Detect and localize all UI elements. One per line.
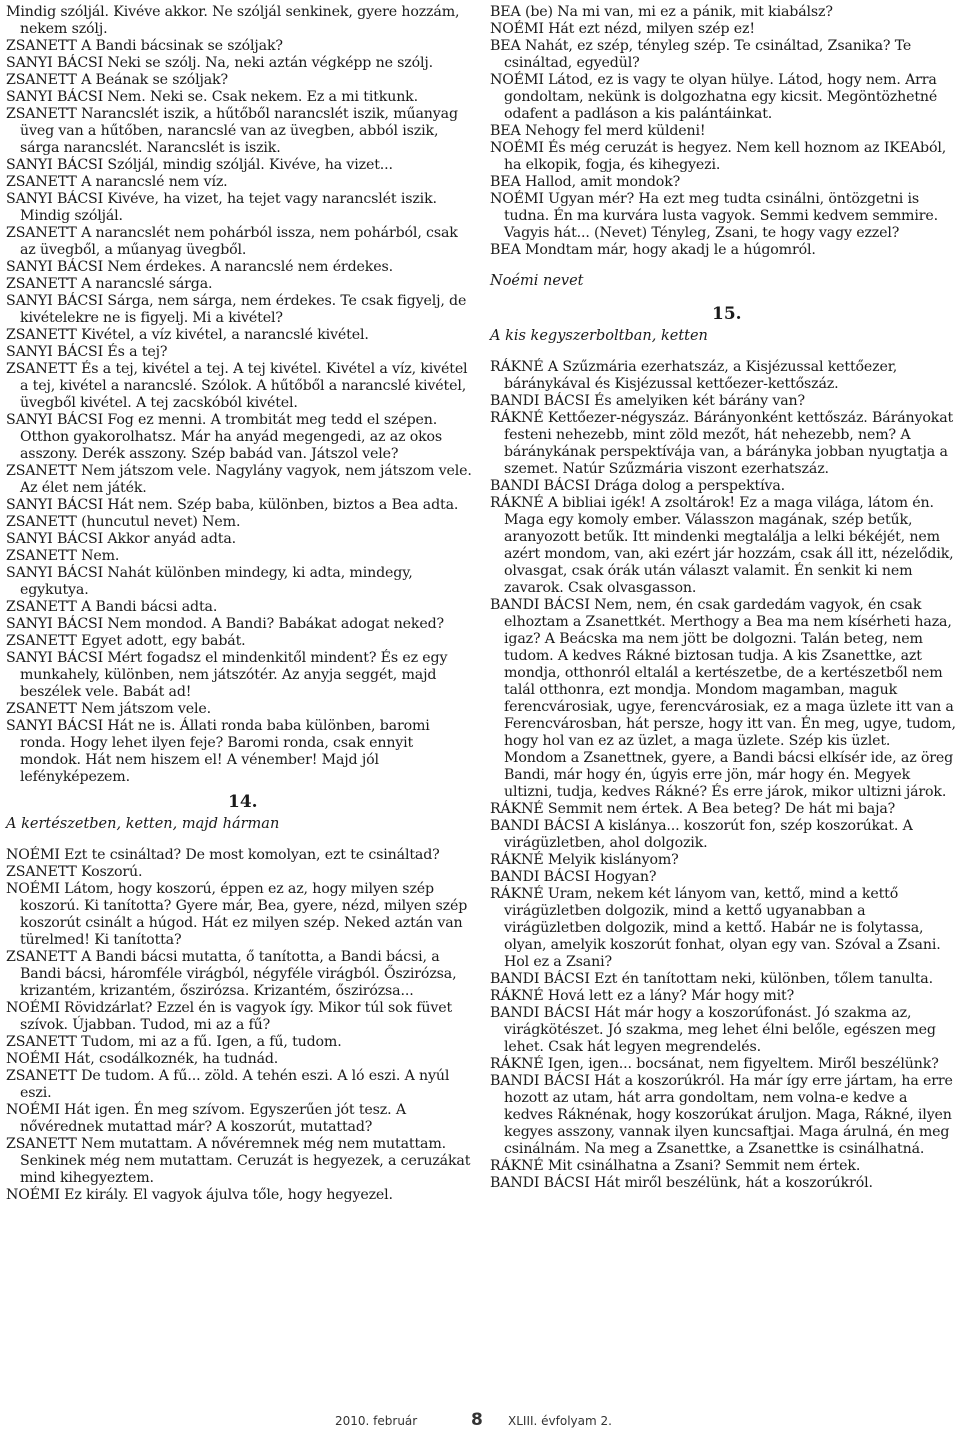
dialogue-line: ZSANETT A Bandi bácsinak se szóljak? bbox=[6, 38, 283, 54]
dialogue-line: BEA Mondtam már, hogy akadj le a húgomról. bbox=[490, 242, 816, 258]
dialogue-line: SANYI BÁCSI Sárga, nem sárga, nem érdekes. Te csak figyelj, de kivételekre ne is figyelj. Mi a kivétel? bbox=[6, 293, 467, 326]
stage-direction: Noémi nevet bbox=[490, 273, 584, 289]
dialogue-line: NOÉMI Hát ezt nézd, milyen szép ez! bbox=[490, 21, 755, 37]
page-number: 8 bbox=[471, 1410, 483, 1430]
dialogue-line: BANDI BÁCSI Drága dolog a perspektíva. bbox=[490, 478, 786, 494]
dialogue-line: SANYI BÁCSI Nem mondod. A Bandi? Babákat adogat neked? bbox=[6, 616, 445, 632]
dialogue-line: NOÉMI Látom, hogy koszorú, éppen ez az, hogy milyen szép koszorú. Ki tanította? Gyere már, Bea, gyere, nézd, milyen szép koszorút csinált a húgod. Hát ez milyen szép. Neked aztán van türelmed! Ki tanította? bbox=[6, 881, 468, 948]
dialogue-block bbox=[6, 4, 472, 786]
dialogue-line: BANDI BÁCSI Hogyan? bbox=[490, 869, 657, 885]
dialogue-line: RÁKNÉ A Szűzmária ezerhatszáz, a Kisjézussal kettőezer, báránykával és Kisjézussal kettőezer-kettőszáz. bbox=[490, 359, 898, 392]
dialogue-line: RÁKNÉ Uram, nekem két lányom van, kettő, mind a kettő virágüzletben dolgozik, mind a kettő ugyanabban a virágüzletben dolgozik, mind a kettő. Habár ne is folytassa, olyan, amelyik koszorút fonhat, olyan egy van. Szóval a Zsani. Hol ez a Zsani? bbox=[490, 886, 941, 970]
dialogue-line: Mindig szóljál. Kivéve akkor. Ne szóljál senkinek, gyere hozzám, nekem szólj. bbox=[6, 4, 460, 37]
dialogue-line: ZSANETT De tudom. A fű... zöld. A tehén eszi. A ló eszi. A nyúl eszi. bbox=[6, 1068, 450, 1101]
dialogue-line: NOÉMI Látod, ez is vagy te olyan hülye. Látod, hogy nem. Arra gondoltam, nekünk is dolgozhatna egy kicsit. Megöntözhetné odafent a padláson a kis palántáinkat. bbox=[490, 72, 938, 122]
volume-info: XLIII. évfolyam 2. bbox=[508, 1414, 612, 1428]
dialogue-line: SANYI BÁCSI Fog ez menni. A trombitát meg tedd el szépen. Otthon gyakorolhatsz. Már ha anyád megengedi, az az okos asszony. Derék asszony. Szép babád van. Játszol vele? bbox=[6, 412, 443, 462]
dialogue-line: SANYI BÁCSI Mért fogadsz el mindenkitől mindent? És ez egy munkahely, különben, nem játszótér. Az anyja seggét, majd beszélek vele. Babát ad! bbox=[6, 650, 448, 700]
dialogue-line: ZSANETT A Bandi bácsi adta. bbox=[6, 599, 218, 615]
dialogue-line: ZSANETT Tudom, mi az a fű. Igen, a fű, tudom. bbox=[6, 1034, 342, 1050]
scene-title: A kis kegyszerboltban, ketten bbox=[490, 328, 708, 344]
dialogue-line: SANYI BÁCSI Nahát különben mindegy, ki adta, mindegy, egykutya. bbox=[6, 565, 413, 598]
dialogue-line: SANYI BÁCSI Hát ne is. Állati ronda baba különben, baromi ronda. Hogy lehet ilyen feje? Baromi ronda, csak ennyit mondok. Hát nem hiszem el! A vénember! Majd jól lefényképezem. bbox=[6, 718, 430, 785]
dialogue-line: SANYI BÁCSI Nem. Neki se. Csak nekem. Ez a mi titkunk. bbox=[6, 89, 418, 105]
dialogue-line: ZSANETT Narancslét iszik, a hűtőből narancslét iszik, műanyag üveg van a hűtőben, narancslé van az üvegben, abból iszik, sárga narancslét. Narancslét is iszik. bbox=[6, 106, 458, 156]
dialogue-line: RÁKNÉ Hová lett ez a lány? Már hogy mit? bbox=[490, 988, 795, 1004]
dialogue-line: RÁKNÉ Semmit nem értek. A Bea beteg? De hát mi baja? bbox=[490, 801, 896, 817]
dialogue-line: ZSANETT Nem játszom vele. Nagylány vagyok, nem játszom vele. Az élet nem játék. bbox=[6, 463, 472, 496]
dialogue-line: NOÉMI Ez király. El vagyok ájulva tőle, hogy hegyezel. bbox=[6, 1187, 393, 1203]
dialogue-line: BANDI BÁCSI Hát már hogy a koszorúfonást. Jó szakma az, virágkötészet. Jó szakma, meg lehet élni belőle, egészen meg lehet. Csak hát legyen megrendelés. bbox=[490, 1005, 936, 1055]
dialogue-line: SANYI BÁCSI Akkor anyád adta. bbox=[6, 531, 237, 547]
left-column bbox=[6, 4, 472, 1204]
page-footer bbox=[0, 1409, 960, 1429]
dialogue-line: NOÉMI És még ceruzát is hegyez. Nem kell hoznom az IKEAból, ha elkopik, fogja, és kihegyezi. bbox=[490, 140, 947, 173]
dialogue-line: BANDI BÁCSI Nem, nem, én csak gardedám vagyok, én csak elhoztam a Zsanettkét. Merthogy a Bea ma nem kísérheti haza, igaz? A Beácska ma nem jött be dolgozni. Talán beteg, nem tudom. A kedves Rákné biztosan tudja. A kis Zsanettke, azt mondja, otthonról eltalál a kertészetbe, de a kertészetből nem talál otthonra, ezt mondja. Mondom magamban, maguk ferencvárosiak, ugye, ferencvárosiak, ez a maga üzlete itt van a Ferencvárosban, hát persze, hogy itt van. Én meg, ugye, tudom, hogy hol van ez az üzlet, a maga üzlete. Szép kis üzlet. Mondom a Zsanettnek, gyere, a Bandi bácsi elkísér ide, az öreg Bandi, már hogy én, úgyis erre jön, már hogy én. Megyek ultizni, tudja, kedves Rákné? És erre járok, mikor ultizni járok. bbox=[490, 597, 956, 800]
dialogue-line: SANYI BÁCSI Kivéve, ha vizet, ha tejet vagy narancslét iszik. Mindig szóljál. bbox=[6, 191, 437, 224]
dialogue-line: ZSANETT (huncutul nevet) Nem. bbox=[6, 514, 241, 530]
dialogue-line: NOÉMI Ezt te csináltad? De most komolyan, ezt te csináltad? bbox=[6, 847, 440, 863]
dialogue-line: BEA Hallod, amit mondok? bbox=[490, 174, 681, 190]
dialogue-line: SANYI BÁCSI És a tej? bbox=[6, 344, 168, 360]
dialogue-line: RÁKNÉ Igen, igen... bocsánat, nem figyeltem. Miről beszélünk? bbox=[490, 1056, 939, 1072]
dialogue-line: NOÉMI Hát, csodálkoznék, ha tudnád. bbox=[6, 1051, 279, 1067]
scene-heading bbox=[6, 786, 472, 816]
dialogue-line: BEA Nahát, ez szép, tényleg szép. Te csináltad, Zsanika? Te csináltad, egyedül? bbox=[490, 38, 912, 71]
dialogue-line: NOÉMI Hát igen. Én meg szívom. Egyszerűen jót tesz. A nővérednek mutattad már? A koszorút, mutattad? bbox=[6, 1102, 406, 1135]
scene-number: 14. bbox=[228, 792, 258, 812]
issue-date: 2010. február bbox=[335, 1414, 418, 1428]
scene-heading bbox=[490, 290, 956, 328]
dialogue-line: RÁKNÉ A bibliai igék! A zsoltárok! Ez a maga világa, látom én. Maga egy komoly ember. Válasszon magának, szép betűk, aranyozott betűk. Itt mindenki megtalálja a lelki békéjét, nem azért mondom, van, aki ezért jár hozzám, csak áll itt, nézelődik, olvasgat, csak órák után választ valamit. Én senkit ki nem zavarok. Csak olvasgasson. bbox=[490, 495, 954, 596]
dialogue-line: ZSANETT Egyet adott, egy babát. bbox=[6, 633, 246, 649]
dialogue-line: BANDI BÁCSI A kislánya... koszorút fon, szép koszorúkat. A virágüzletben, ahol dolgozik. bbox=[490, 818, 913, 851]
dialogue-line: ZSANETT Nem játszom vele. bbox=[6, 701, 211, 717]
dialogue-line: SANYI BÁCSI Neki se szólj. Na, neki aztán végképp ne szólj. bbox=[6, 55, 434, 71]
dialogue-line: ZSANETT A narancslé sárga. bbox=[6, 276, 213, 292]
dialogue-line: RÁKNÉ Melyik kislányom? bbox=[490, 852, 679, 868]
dialogue-line: ZSANETT A Beának se szóljak? bbox=[6, 72, 228, 88]
dialogue-line: ZSANETT Kivétel, a víz kivétel, a narancslé kivétel. bbox=[6, 327, 369, 343]
dialogue-line: BEA Nehogy fel merd küldeni! bbox=[490, 123, 706, 139]
dialogue-line: NOÉMI Rövidzárlat? Ezzel én is vagyok így. Mikor túl sok füvet szívok. Újabban. Tudod, mi az a fű? bbox=[6, 1000, 453, 1033]
dialogue-block bbox=[6, 847, 472, 1204]
scene-number: 15. bbox=[712, 304, 742, 324]
right-column bbox=[490, 4, 956, 1192]
scene-title: A kertészetben, ketten, majd hárman bbox=[6, 816, 280, 832]
dialogue-line: ZSANETT Nem. bbox=[6, 548, 120, 564]
dialogue-block bbox=[490, 359, 956, 1192]
dialogue-line: ZSANETT És a tej, kivétel a tej. A tej kivétel. Kivétel a víz, kivétel a tej, kivétel a narancslé. Szólok. A hűtőből a narancslé kivétel, üvegből kivétel. A tej zacskóból kivétel. bbox=[6, 361, 468, 411]
dialogue-line: BEA (be) Na mi van, mi ez a pánik, mit kiabálsz? bbox=[490, 4, 833, 20]
dialogue-line: BANDI BÁCSI Hát a koszorúkról. Ha már így erre jártam, ha erre hozott az utam, hát arra gondoltam, nem volna-e kedve a kedves Ráknénak, hogy koszorúkat áruljon. Maga, Rákné, ilyen kegyes asszony, vannak ilyen kuncsaftjai. Maga árulná, én meg csinálnám. Na meg a Zsanettke, a Zsanettke is csinálhatná. bbox=[490, 1073, 953, 1157]
dialogue-line: ZSANETT A Bandi bácsi mutatta, ő tanította, a Bandi bácsi, a Bandi bácsi, háromféle virágból, négyféle virágból. Őszirózsa, krizantém, krizantém, őszirózsa. Krizantém, őszirózsa... bbox=[6, 949, 457, 999]
dialogue-block bbox=[490, 4, 956, 259]
dialogue-line: NOÉMI Ugyan mér? Ha ezt meg tudta csinálni, öntözgetni is tudna. Én ma kurvára lusta vagyok. Semmi kedvem semmire. Vagyis hát... (Nevet) Tényleg, Zsani, te hogy vagy ezzel? bbox=[490, 191, 938, 241]
dialogue-line: SANYI BÁCSI Hát nem. Szép baba, különben, biztos a Bea adta. bbox=[6, 497, 459, 513]
dialogue-line: ZSANETT Koszorú. bbox=[6, 864, 143, 880]
dialogue-line: SANYI BÁCSI Szóljál, mindig szóljál. Kivéve, ha vizet... bbox=[6, 157, 393, 173]
dialogue-line: BANDI BÁCSI És amelyiken két bárány van? bbox=[490, 393, 805, 409]
dialogue-line: ZSANETT Nem mutattam. A nővéremnek még nem mutattam. Senkinek még nem mutattam. Ceruzát is hegyezek, a ceruzákat mind kihegyeztem. bbox=[6, 1136, 471, 1186]
dialogue-line: BANDI BÁCSI Ezt én tanítottam neki, különben, tőlem tanulta. bbox=[490, 971, 933, 987]
dialogue-line: RÁKNÉ Kettőezer-négyszáz. Bárányonként kettőszáz. Bárányokat festeni nehezebb, mint zöld mezőt, hát nehezebb, nem? A báránykának perspektívája van, a bárányka jobban nyugtatja a szemet. Natúr Szűzmária viszont ezerhatszáz. bbox=[490, 410, 954, 477]
dialogue-line: ZSANETT A narancslét nem pohárból issza, nem pohárból, csak az üvegből, a műanyag üvegből. bbox=[6, 225, 458, 258]
dialogue-line: RÁKNÉ Mit csinálhatna a Zsani? Semmit nem értek. bbox=[490, 1158, 861, 1174]
dialogue-line: BANDI BÁCSI Hát miről beszélünk, hát a koszorúkról. bbox=[490, 1175, 873, 1191]
dialogue-line: ZSANETT A narancslé nem víz. bbox=[6, 174, 228, 190]
dialogue-line: SANYI BÁCSI Nem érdekes. A narancslé nem érdekes. bbox=[6, 259, 393, 275]
